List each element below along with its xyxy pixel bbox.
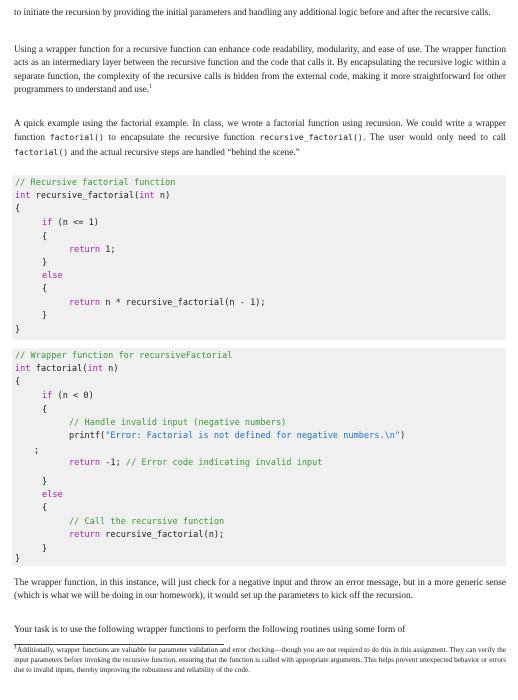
code-brace: } <box>42 477 48 487</box>
example-text-3: . The user would only need to call <box>362 133 507 144</box>
code-else: else <box>42 271 63 281</box>
code-comment-invalid: // Handle invalid input (negative numbers) <box>69 418 287 428</box>
code-brace: } <box>42 544 48 554</box>
paragraph-wrapper-benefits <box>14 44 506 98</box>
inline-code-factorial-2: factorial() <box>14 146 69 157</box>
inline-code-recursive-factorial: recursive_factorial() <box>259 132 363 143</box>
code-semicolon: ; <box>34 446 40 456</box>
paragraph-task: Your task is to use the following wrapper functions to perform the following routines using some form of <box>14 625 406 635</box>
code-brace: { <box>42 232 48 242</box>
code-open-brace: { <box>15 204 21 214</box>
code-brace: { <box>42 503 48 513</box>
paragraph-wrapper-explanation: The wrapper function, in this instance, will just check for a negative input and throw an error message, but in a more generic sense (which is what we will be doing in our homework), it would set up the parameters to kick off the recursion. <box>14 578 506 602</box>
example-text-2: to encapsulate the recursive function <box>103 133 260 144</box>
paragraph-factorial-example <box>14 118 506 160</box>
code-comment: // Wrapper function for recursiveFactorial <box>15 351 233 361</box>
code-close-brace: } <box>15 554 21 564</box>
code-return-1: return 1; <box>69 245 116 255</box>
code-signature: int factorial(int n) <box>15 364 119 374</box>
inline-code-factorial: factorial() <box>49 132 104 143</box>
paragraph-wrapper-text: Using a wrapper function for a recursive function can enhance code readability, modularity, and ease of use. The wrapper function acts as an intermediary layer between the recursive function and the code that calls it. By encapsulating the recursive logic within a separate function, the complexity of the recursive calls is hidden from the external code, making it more straightforward for other programmers to understand and use. <box>14 45 506 96</box>
code-brace: } <box>42 258 48 268</box>
code-comment: // Recursive factorial function <box>15 178 176 188</box>
example-text-1: A quick example using the factorial example. In class, we wrote a factorial function using recursion. We could write a wrapper function <box>14 119 506 144</box>
code-block-wrapper-factorial <box>12 348 506 566</box>
paragraph-intro-continuation: to initiate the recursion by providing the initial parameters and handling any additional logic before and after the recursive calls. <box>14 8 491 18</box>
code-brace: { <box>42 284 48 294</box>
code-return-recursive: return n * recursive_factorial(n - 1); <box>69 298 266 308</box>
code-signature: int recursive_factorial(int n) <box>15 191 171 201</box>
footnote-text: Additionally, wrapper functions are valuable for parameter validation and error checking—though you are not required to do this in this assignment. They can verify the input parameters before invoking the recursive function, ensuring that the function is called with appropriate arguments. This helps prevent unexpected behavior or errors due to invalid inputs, thereby improving the robustness and reliability of the code. <box>14 646 506 674</box>
code-brace: { <box>42 405 48 415</box>
code-printf: printf("Error: Factorial is not defined for negative numbers.\n") <box>69 431 406 441</box>
code-block-recursive-factorial <box>12 175 506 340</box>
code-if: if (n < 0) <box>42 391 94 401</box>
footnote-divider <box>14 644 224 645</box>
code-open-brace: { <box>15 377 21 387</box>
example-text-4: and the actual recursive steps are handled “behind the scene.” <box>68 147 300 158</box>
footnote <box>14 646 506 675</box>
code-comment-call: // Call the recursive function <box>69 517 225 527</box>
code-close-brace: } <box>15 325 21 335</box>
code-if: if (n <= 1) <box>42 218 99 228</box>
code-else: else <box>42 490 63 500</box>
code-return-error: return -1; // Error code indicating invalid input <box>69 458 323 468</box>
footnote-number: 1 <box>14 644 17 651</box>
code-return-call: return recursive_factorial(n); <box>69 530 225 540</box>
code-brace: } <box>42 311 48 321</box>
footnote-marker[interactable]: 1 <box>149 84 153 91</box>
